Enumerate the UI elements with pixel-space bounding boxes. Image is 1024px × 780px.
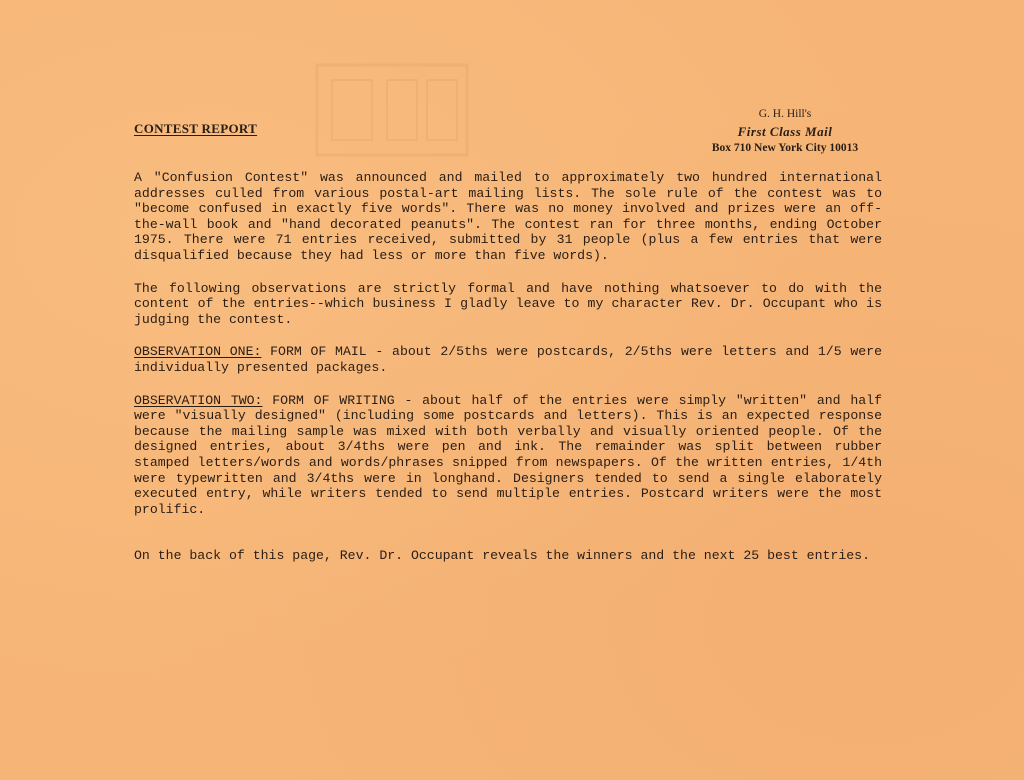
page-title: CONTEST REPORT: [134, 121, 258, 136]
observation-two-label: OBSERVATION TWO:: [134, 392, 263, 408]
letterhead-name: G. H. Hill's: [758, 108, 812, 120]
paragraph-intro: A "Confusion Contest" was announced and mailed to approximately two hundred international addresses culled from various postal-art mailing lists. The sole rule of the contest was to "become confused in exactly five words". There was no money involved and prizes were an off-the-wall book and "hand decorated peanuts". The contest ran for three months, ending October 1975. There were 71 entries received, submitted by 31 people (plus a few entries that were disqualified because they had less or more than five words).: [134, 170, 882, 263]
report-body: [134, 170, 882, 581]
observation-one-text: FORM OF MAIL - about 2/5ths were postcards, 2/5ths were letters and 1/5 were individually presented packages.: [134, 344, 882, 375]
letterhead-title: First Class Mail: [737, 124, 833, 139]
faint-stamp-watermark: [312, 60, 472, 160]
paragraph-observation-one: [134, 344, 882, 375]
observation-one-label: OBSERVATION ONE:: [134, 344, 262, 360]
letterhead: [690, 106, 880, 157]
letterhead-address: Box 710 New York City 10013: [711, 142, 859, 154]
paragraph-observations-intro: The following observations are strictly formal and have nothing whatsoever to do with the content of the entries--which business I gladly leave to my character Rev. Dr. Occupant who is judging the contest.: [134, 280, 882, 327]
paragraph-closing: On the back of this page, Rev. Dr. Occupant reveals the winners and the next 25 best entries.: [134, 548, 870, 564]
paragraph-observation-two: [134, 393, 882, 518]
observation-two-text: FORM OF WRITING - about half of the entries were simply "written" and half were "visually designed" (including some postcards and letters). This is an expected response because the mailing sample was mixed with both verbally and visually oriented people. Of the designed entries, about 3/4ths were pen and ink. The remainder was split between rubber stamped letters/words and words/phrases snipped from newspapers. Of the written entries, 1/4th were typewritten and 3/4ths were in longhand. Designers tended to send a single elaborately executed entry, while writers tended to send multiple entries. Postcard writers were the most prolific.: [134, 392, 882, 517]
